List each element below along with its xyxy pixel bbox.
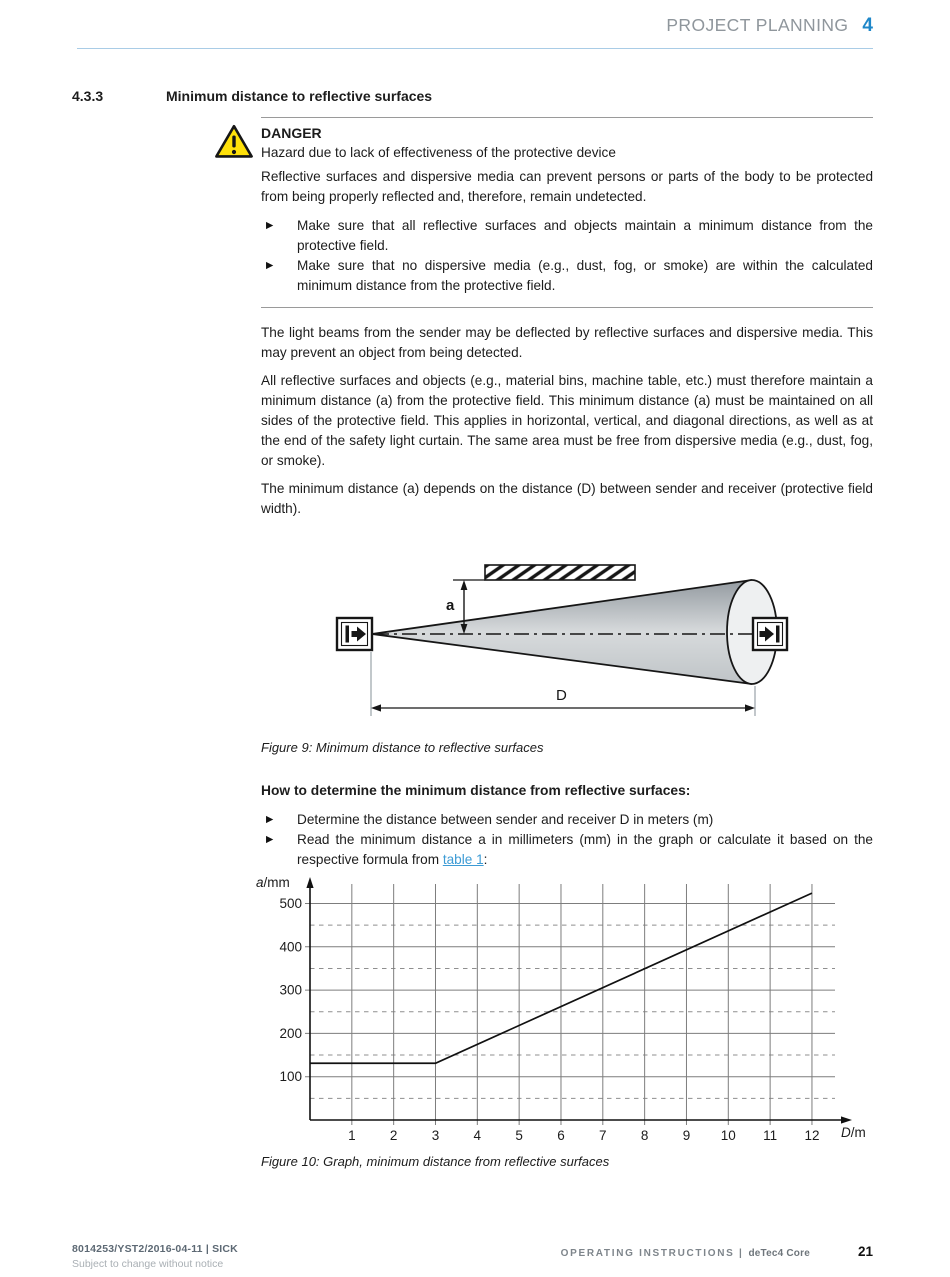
howto-bullet-1: Determine the distance between sender and receiver D in meters (m) bbox=[297, 812, 714, 827]
header-rule bbox=[77, 48, 873, 49]
list-item bbox=[261, 810, 873, 830]
bullet-arrow-icon: ▶ bbox=[266, 834, 274, 845]
figure10-caption: Figure 10: Graph, minimum distance from reflective surfaces bbox=[261, 1154, 610, 1169]
x-axis-label: D/m bbox=[841, 1125, 866, 1140]
list-item bbox=[261, 216, 873, 256]
svg-text:100: 100 bbox=[279, 1069, 302, 1085]
footer-product-name: deTec4 Core bbox=[748, 1248, 810, 1259]
footer-left bbox=[72, 1243, 238, 1270]
howto-bullet-2-text: Read the minimum distance a in millimeters (mm) in the graph or calculate it based on the respective formula from bbox=[297, 832, 873, 867]
light-cone bbox=[372, 580, 752, 684]
paragraph-1: The light beams from the sender may be deflected by reflective surfaces and dispersive media. This may prevent an object from being detected. bbox=[261, 325, 873, 360]
bullet-arrow-icon: ▶ bbox=[266, 814, 274, 825]
howto-bullet-2-colon: : bbox=[483, 852, 488, 867]
svg-text:7: 7 bbox=[599, 1128, 607, 1143]
danger-notice bbox=[261, 117, 873, 308]
svg-text:3: 3 bbox=[431, 1128, 440, 1143]
howto-bullet-list bbox=[261, 810, 873, 870]
figure9-caption: Figure 9: Minimum distance to reflective surfaces bbox=[261, 740, 544, 755]
howto-heading: How to determine the minimum distance from reflective surfaces: bbox=[261, 783, 691, 798]
danger-bullet-2: Make sure that no dispersive media (e.g., dust, fog, or smoke) are within the calculated minimum distance from the protective field. bbox=[297, 258, 873, 293]
svg-text:200: 200 bbox=[279, 1025, 302, 1041]
svg-text:9: 9 bbox=[682, 1128, 691, 1143]
section-heading bbox=[72, 88, 432, 104]
svg-text:300: 300 bbox=[279, 982, 302, 998]
danger-hazard-line: Hazard due to lack of effectiveness of the protective device bbox=[261, 145, 616, 160]
reflective-surface bbox=[485, 565, 635, 580]
page-header bbox=[77, 15, 873, 37]
svg-text:8: 8 bbox=[640, 1128, 649, 1143]
table-1-link[interactable]: table 1 bbox=[442, 852, 484, 867]
sender-icon bbox=[337, 618, 372, 650]
warning-triangle-icon bbox=[214, 123, 254, 165]
howto-bullet-2 bbox=[297, 830, 873, 870]
svg-text:1: 1 bbox=[348, 1128, 356, 1143]
danger-label: DANGER bbox=[261, 125, 322, 141]
dimension-d-label: D bbox=[556, 687, 567, 704]
paragraph-3: The minimum distance (a) depends on the distance (D) between sender and receiver (protective field width). bbox=[261, 481, 873, 516]
footer-right bbox=[561, 1244, 873, 1259]
page-footer bbox=[72, 1243, 873, 1270]
list-item bbox=[261, 256, 873, 296]
dimension-a-label: a bbox=[446, 597, 455, 614]
svg-text:4: 4 bbox=[473, 1128, 482, 1143]
list-item bbox=[261, 830, 873, 870]
receiver-icon bbox=[753, 618, 787, 650]
danger-bullet-list bbox=[261, 216, 873, 296]
svg-text:12: 12 bbox=[804, 1128, 820, 1143]
footer-doc-id: 8014253/YST2/2016-04-11 | SICK bbox=[72, 1243, 238, 1255]
header-title: PROJECT PLANNING bbox=[666, 15, 849, 35]
footer-notice: Subject to change without notice bbox=[72, 1258, 224, 1270]
figure9-diagram bbox=[330, 552, 800, 732]
svg-text:500: 500 bbox=[279, 896, 302, 911]
body-paragraphs bbox=[261, 323, 873, 527]
svg-text:2: 2 bbox=[389, 1128, 398, 1143]
bullet-arrow-icon: ▶ bbox=[266, 220, 274, 231]
footer-doc-type: OPERATING INSTRUCTIONS | bbox=[560, 1248, 744, 1259]
svg-text:6: 6 bbox=[557, 1128, 565, 1143]
svg-text:400: 400 bbox=[279, 939, 302, 955]
figure10-graph bbox=[255, 872, 880, 1157]
y-axis-label: a/mm bbox=[256, 875, 290, 890]
section-title: Minimum distance to reflective surfaces bbox=[166, 88, 433, 104]
section-number: 4.3.3 bbox=[72, 88, 104, 104]
svg-text:10: 10 bbox=[720, 1128, 736, 1143]
bullet-arrow-icon: ▶ bbox=[266, 260, 274, 271]
danger-bullet-1: Make sure that all reflective surfaces and objects maintain a minimum distance from the protective field. bbox=[297, 218, 873, 253]
danger-body: Reflective surfaces and dispersive media can prevent persons or parts of the body to be protected from being properly reflected and, therefore, remain undetected. bbox=[261, 169, 873, 204]
svg-text:11: 11 bbox=[763, 1128, 778, 1143]
header-chapter-number: 4 bbox=[862, 15, 873, 36]
svg-text:5: 5 bbox=[515, 1128, 523, 1143]
howto-section bbox=[261, 781, 873, 870]
page-number: 21 bbox=[857, 1244, 873, 1259]
paragraph-2: All reflective surfaces and objects (e.g., material bins, machine table, etc.) must therefore maintain a minimum distance (a) from the protective field. This minimum distance (a) must be maintained on all sides of the protective field. This applies in horizontal, vertical, and diagonal directions, as well as at the end of the safety light curtain. The same area must be free from dispersive media (e.g., dust, fog, or smoke). bbox=[261, 373, 873, 468]
